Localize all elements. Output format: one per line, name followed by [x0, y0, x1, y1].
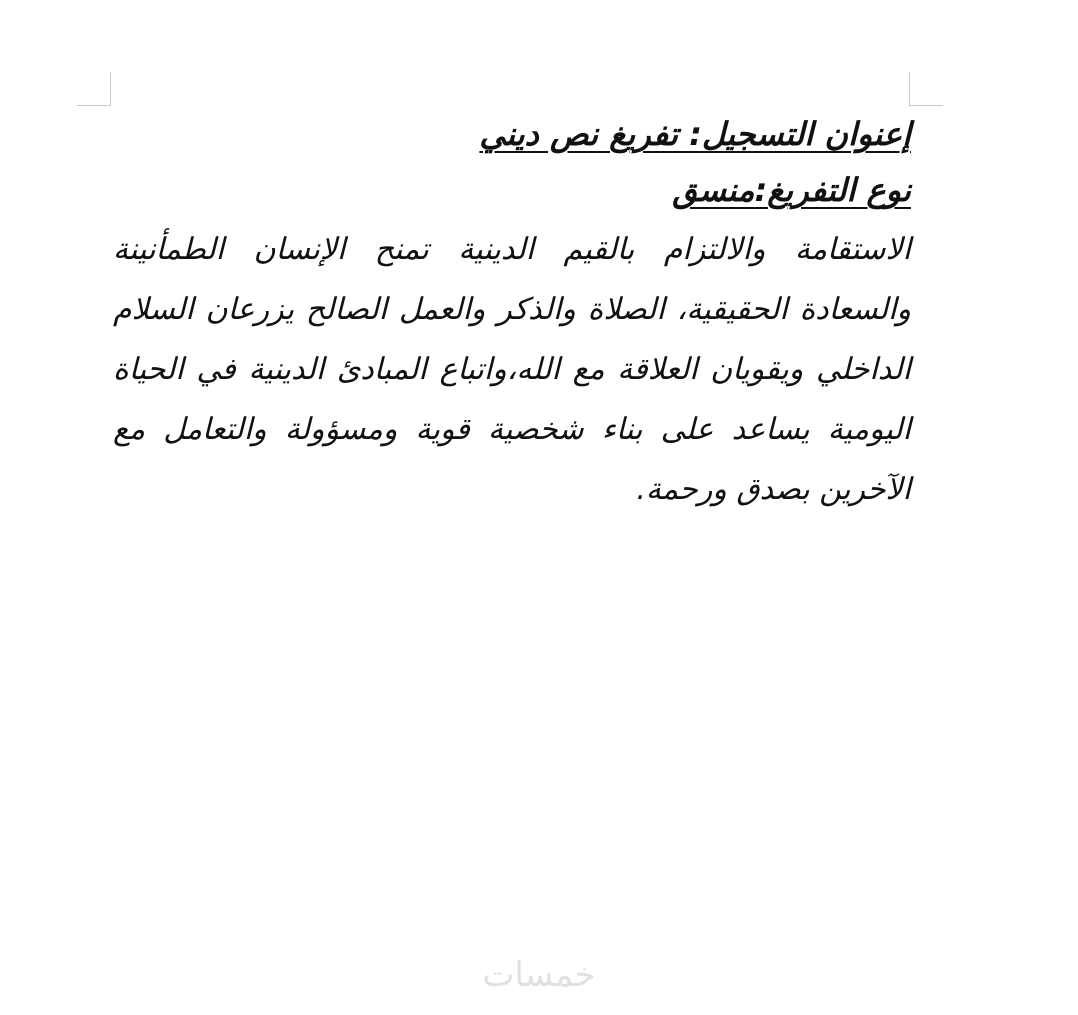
body-paragraph: الاستقامة والالتزام بالقيم الدينية تمنح الإنسان الطمأنينة والسعادة الحقيقية، الصلاة والذكر والعمل الصالح يزرعان السلام الداخلي ويقويان العلاقة مع الله،واتباع المبادئ الدينية في الحياة اليومية يساعد على بناء شخصية قوية ومسؤولة والتعامل مع الآخرين بصدق ورحمة. [113, 232, 911, 507]
recording-title-text: إعنوان التسجيل: تفريغ نص ديني [479, 115, 911, 153]
khamsat-watermark: خمسات [482, 955, 596, 995]
crop-mark-top-left [77, 72, 111, 106]
transcription-type-line [113, 162, 911, 218]
recording-title-line [113, 106, 911, 162]
crop-mark-top-right [909, 72, 943, 106]
document-content [113, 106, 911, 520]
transcription-type-text: نوع التفريغ:منسق [672, 171, 911, 209]
